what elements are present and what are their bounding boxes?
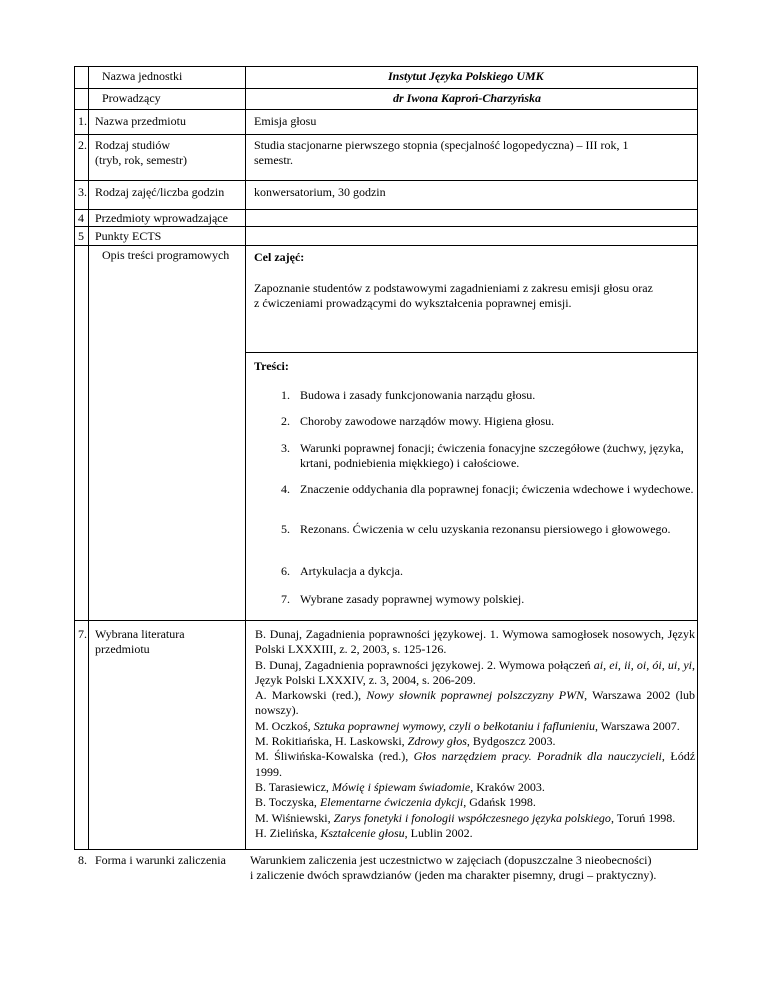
row-number: 5 bbox=[78, 229, 84, 243]
literature-item: H. Zielińska, Kształcenie głosu, Lublin 2002. bbox=[255, 825, 473, 840]
literature-item: B. Toczyska, Elementarne ćwiczenia dykcji, Gdańsk 1998. bbox=[255, 795, 536, 810]
unit-label: Nazwa jednostki bbox=[102, 69, 183, 83]
row-number: 1. bbox=[78, 114, 87, 128]
row-number: 3. bbox=[78, 185, 87, 199]
contents-heading: Treści: bbox=[254, 359, 289, 373]
assessment-value-line-2: i zaliczenie dwóch sprawdzianów (jeden ma charakter pisemny, drugi – praktyczny). bbox=[250, 868, 657, 882]
goal-text-line-1: Zapoznanie studentów z podstawowymi zagadnieniami z zakresu emisji głosu oraz bbox=[254, 281, 653, 295]
unit-value: Instytut Języka Polskiego UMK bbox=[388, 69, 544, 83]
subject-label: Nazwa przedmiotu bbox=[95, 114, 186, 128]
literature-item: A. Markowski (red.), Nowy słownik poprawnej polszczyzny PWN, Warszawa 2002 (lub nowszy). bbox=[255, 688, 695, 718]
study-type-label-sub: (tryb, rok, semestr) bbox=[95, 153, 187, 167]
literature-item: B. Dunaj, Zagadnienia poprawności językowej. 1. Wymowa samogłosek nosowych, Język Polski LXXXIII, z. 2, 2003, s. 125-126. bbox=[255, 627, 695, 657]
literature-item: B. Tarasiewicz, Mówię i śpiewam świadomie, Kraków 2003. bbox=[255, 779, 545, 794]
literature-label-sub: przedmiotu bbox=[95, 642, 150, 656]
class-type-value: konwersatorium, 30 godzin bbox=[254, 185, 386, 199]
study-type-value: Studia stacjonarne pierwszego stopnia (specjalność logopedyczna) – III rok, 1 bbox=[254, 138, 629, 152]
program-content-label: Opis treści programowych bbox=[102, 248, 230, 262]
class-type-label: Rodzaj zajęć/liczba godzin bbox=[95, 185, 225, 199]
row-number: 8. bbox=[78, 853, 87, 867]
literature-list bbox=[255, 627, 695, 841]
literature-item: B. Dunaj, Zagadnienia poprawności językowej. 2. Wymowa połączeń ai, ei, ii, oi, ói, ui, yi, Język Polski LXXXIV, z. 3, 2004, s. 206-209. bbox=[255, 657, 695, 687]
goal-text-line-2: z ćwiczeniami prowadzącymi do wykształcenia poprawnej emisji. bbox=[254, 296, 572, 310]
literature-label: Wybrana literatura bbox=[95, 627, 185, 641]
literature-item: M. Oczkoś, Sztuka poprawnej wymowy, czyli o bełkotaniu i faflunieniu, Warszawa 2007. bbox=[255, 718, 680, 733]
literature-item: M. Śliwińska-Kowalska (red.), Głos narzędziem pracy. Poradnik dla nauczycieli, Łódź 1999. bbox=[255, 749, 696, 779]
study-type-label: Rodzaj studiów bbox=[95, 138, 170, 152]
lecturer-label: Prowadzący bbox=[102, 91, 161, 105]
assessment-value-line-1: Warunkiem zaliczenia jest uczestnictwo w zajęciach (dopuszczalne 3 nieobecności) bbox=[250, 853, 652, 867]
lecturer-value: dr Iwona Kaproń-Charzyńska bbox=[393, 91, 542, 105]
assessment-label: Forma i warunki zaliczenia bbox=[95, 853, 226, 867]
literature-item: M. Wiśniewski, Zarys fonetyki i fonologii współczesnego języka polskiego, Toruń 1998. bbox=[255, 810, 676, 825]
literature-item: M. Rokitiańska, H. Laskowski, Zdrowy głos, Bydgoszcz 2003. bbox=[255, 734, 556, 749]
ects-label: Punkty ECTS bbox=[95, 229, 162, 243]
row-number: 4 bbox=[78, 211, 84, 225]
row-number: 7. bbox=[78, 627, 87, 641]
prerequisites-label: Przedmioty wprowadzające bbox=[95, 211, 228, 225]
subject-value: Emisja głosu bbox=[254, 114, 317, 128]
row-number: 2. bbox=[78, 138, 87, 152]
study-type-value-cont: semestr. bbox=[254, 153, 293, 167]
goal-heading: Cel zajęć: bbox=[254, 250, 305, 264]
